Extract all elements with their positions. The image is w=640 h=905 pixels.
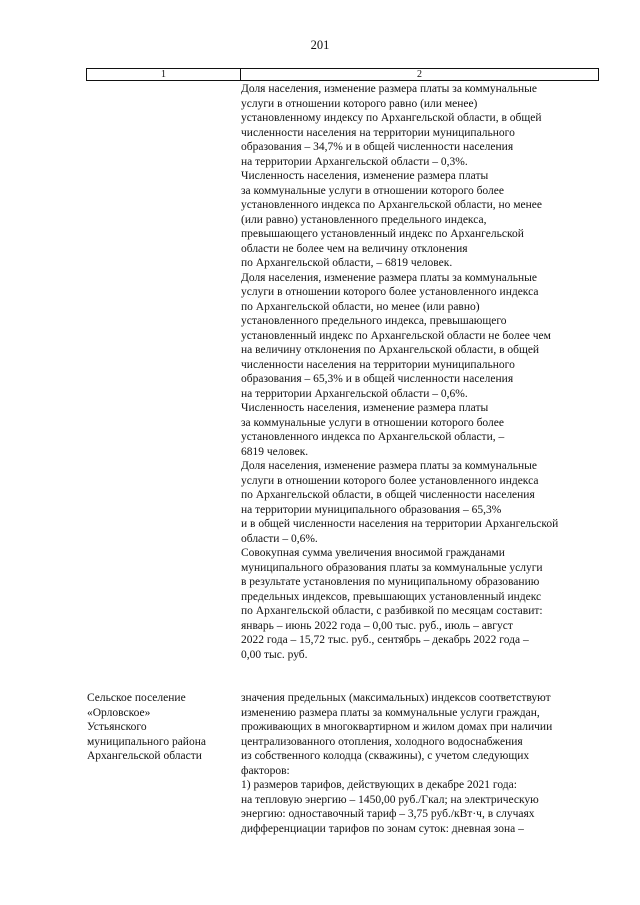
text-line: централизованного отопления, холодного водоснабжения (241, 735, 523, 748)
text-line: по Архангельской области, – 6819 человек. (241, 257, 453, 269)
text-line: Доля населения, изменение размера платы за коммунальные (241, 460, 537, 472)
text-line: на территории муниципального образования – 65,3% (241, 503, 502, 516)
text-line: значения предельных (максимальных) индексов соответствуют (241, 692, 551, 704)
text-line: на величину отклонения по Архангельской области, в общей (241, 344, 540, 356)
text-line: образования – 65,3% и в общей численности населения (241, 373, 514, 385)
text-line: численности населения на территории муниципального (241, 358, 515, 371)
row1-text (241, 82, 601, 662)
page-number: 201 (310, 38, 330, 52)
text-line: по Архангельской области, но менее (или равно) (241, 300, 480, 313)
text-line: установленного индекса по Архангельской области, но менее (241, 199, 542, 211)
text-line: Численность населения, изменение размера платы (241, 402, 489, 414)
text-line: муниципального образования платы за коммунальные услуги (241, 561, 543, 574)
text-line: 2022 года – 15,72 тыс. руб., сентябрь – декабрь 2022 года – (241, 634, 529, 646)
text-line: изменению размера платы за коммунальные услуги граждан, (241, 706, 540, 719)
table-header-col1: 1 (87, 69, 241, 80)
text-line: за коммунальные услуги в отношении которого более (241, 416, 504, 429)
text-line: Доля населения, изменение размера платы за коммунальные (241, 271, 537, 284)
text-line: 6819 человек. (241, 445, 309, 458)
table-header-row (86, 68, 599, 81)
text-line: образования – 34,7% и в общей численности населения (241, 141, 514, 153)
municipality-line: «Орловское» (87, 706, 151, 719)
text-line: энергию: одноставочный тариф – 3,75 руб./кВт·ч, в случаях (241, 808, 535, 820)
text-line: услуги в отношении которого более установленного индекса (241, 474, 539, 487)
text-line: на тепловую энергию – 1450,00 руб./Гкал; на электрическую (241, 793, 539, 806)
text-line: за коммунальные услуги в отношении которого более (241, 184, 504, 197)
text-line: установленного индекса по Архангельской области, – (241, 431, 505, 443)
row2-text (241, 691, 601, 836)
text-line: и в общей численности населения на территории Архангельской (241, 518, 559, 530)
text-line: установленного предельного индекса, превышающего (241, 315, 507, 327)
municipality-line: Архангельской области (87, 750, 202, 762)
text-line: превышающего установленный индекс по Архангельской (241, 228, 524, 240)
text-line: установленный индекс по Архангельской области не более чем (241, 329, 551, 342)
text-line: по Архангельской области, в общей численности населения (241, 489, 535, 501)
text-line: 0,00 тыс. руб. (241, 648, 308, 661)
municipality-line: Сельское поселение (87, 692, 186, 704)
municipality-line: муниципального района (87, 735, 206, 748)
text-line: области не более чем на величину отклонения (241, 242, 468, 255)
text-line: в результате установления по муниципальному образованию (241, 576, 540, 588)
text-line: из собственного колодца (скважины), с учетом следующих (241, 750, 530, 762)
text-line: Доля населения, изменение размера платы за коммунальные (241, 83, 537, 95)
text-line: по Архангельской области, с разбивкой по месяцам составит: (241, 605, 543, 617)
text-line: 1) размеров тарифов, действующих в декабре 2021 года: (241, 779, 517, 791)
text-line: области – 0,6%. (241, 532, 318, 545)
text-line: предельных индексов, превышающих установленный индекс (241, 590, 542, 603)
text-line: Совокупная сумма увеличения вносимой гражданами (241, 547, 505, 559)
text-line: установленному индексу по Архангельской области, в общей (241, 112, 542, 124)
text-line: дифференциации тарифов по зонам суток: дневная зона – (241, 822, 524, 835)
row2-municipality-name (87, 691, 237, 764)
text-line: Численность населения, изменение размера платы (241, 170, 489, 182)
text-line: численности населения на территории муниципального (241, 126, 515, 139)
text-line: (или равно) установленного предельного индекса, (241, 213, 487, 226)
municipality-line: Устьянского (87, 721, 147, 733)
text-line: на территории Архангельской области – 0,6%. (241, 387, 468, 400)
table-header-col2: 2 (417, 69, 422, 80)
text-line: январь – июнь 2022 года – 0,00 тыс. руб., июль – август (241, 619, 513, 632)
text-line: факторов: (241, 764, 290, 777)
text-line: услуги в отношении которого более установленного индекса (241, 286, 539, 298)
text-line: на территории Архангельской области – 0,3%. (241, 155, 468, 168)
text-line: услуги в отношении которого равно (или менее) (241, 97, 478, 110)
text-line: проживающих в многоквартирном и жилом домах при наличии (241, 721, 553, 733)
